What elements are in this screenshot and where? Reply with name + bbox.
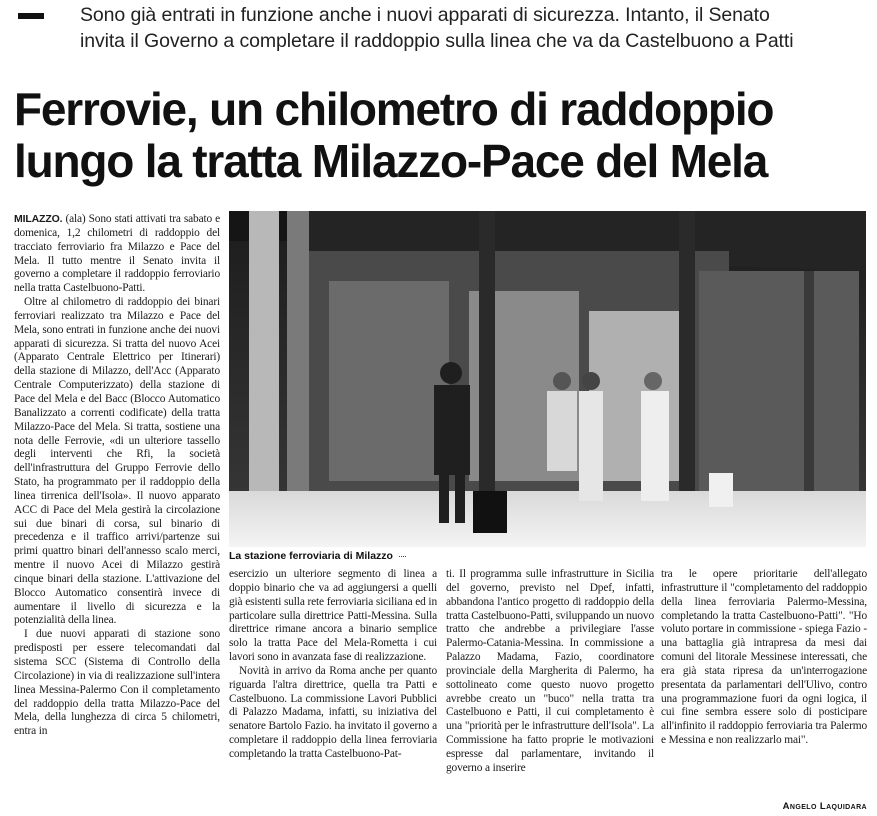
station-photo xyxy=(229,211,866,547)
article-column-4 xyxy=(661,568,867,748)
article-column-1 xyxy=(14,213,220,739)
article-column-3 xyxy=(446,568,654,776)
paragraph: tra le opere prioritarie dell'allegato infrastrutture il "completamento del raddoppio della linea ferroviaria Palermo-Messina, completando la tratta Castelbuono-Patti". "Ho voluto portare in commissione - spiega Fazio - una battaglia già intrapresa da mesi dai comuni del litorale Messinese interessati, che era già stata ripresa da un'interrogazione presentata da parlamentari dell'Ulivo, contro una programmazione fuori da ogni logica, il cui fine sembra essere solo di posticipare all'infinito il raddoppio ferroviaria tra Palermo e Messina e non realizzarlo mai". xyxy=(661,568,867,747)
headline-line-2: lungo la tratta Milazzo-Pace del Mela xyxy=(14,135,768,187)
paragraph: Oltre al chilometro di raddoppio dei binari ferroviari realizzato tra Milazzo e Pace del Mela, sono entrati in funzione anche dei nuovi apparati di sicurezza. Si tratta del nuovo Acei (Apparato Centrale Elettrico per Itinerari) della stazione di Milazzo, dell'Acc (Apparato Centrale Computerizzato) della stazione di Pace del Mela e del Bacc (Blocco Automatico Banalizzato a correnti codificate) della tratta Milazzo-Pace del Mela. Si tratta, sostiene una nota delle Ferrovie, «di un ulteriore tassello degli interventi che Rfi, la società dell'infrastruttura del Gruppo Ferrovie dello Stato, ha programmato per il raddoppio della linea tirrenica dell'Isola». Il nuovo apparato ACC di Pace del Mela gestirà la circolazione sui due binari di corsa, sul binario di precedenza e il traffico arrivi/partenze sui primi quattro binari dell'annesso scalo merci, mentre il nuovo Acei di Milazzo gestirà cinque binari della stazione. L'attivazione del Blocco Automatico consentirà invece di aumentare il livello di sicurezza e la potenzialità della linea. xyxy=(14,296,220,627)
station-photo-image xyxy=(229,211,866,547)
kicker-line-2: invita il Governo a completare il raddoppio sulla linea che va da Castelbuono a Patti xyxy=(80,30,794,52)
paragraph: esercizio un ulteriore segmento di linea a doppio binario che va ad aggiungersi a quelli già esistenti sulla rete ferroviaria siciliana ed in particolare sulla direttrice Patti-Messina. Sulla direttrice rimane ancora a binario semplice solo la tratta Pace del Mela-Rometta i cui lavori sono in avanzata fase di realizzazione. xyxy=(229,568,437,664)
paragraph: I due nuovi apparati di stazione sono predisposti per essere telecomandati dal sistema SCC (Sistema di Controllo della Circolazione) in via di realizzazione sull'intera linea Messina-Palermo Con il completamento del raddoppio della tratta Milazzo-Pace del Mela, della lunghezza di circa 5 chilometri, entra in xyxy=(14,628,220,738)
article-column-2 xyxy=(229,568,437,762)
dateline: MILAZZO. xyxy=(14,213,63,225)
paragraph: ti. Il programma sulle infrastrutture in Sicilia del governo, previsto nel Dpef, infatti, abbandona l'antico progetto di raddoppio della tratta Castelbuono-Patti, sviluppando un nuovo tratto che andrebbe a privilegiare l'asse Palermo-Catania-Messina. In commissione a Palazzo Madama, Fazio, coordinatore provinciale della Margherita di Palermo, ha sottolineato come questo nuovo progetto avrebbe creato un "buco" nella tratta tra Castelbuono e Patti, il cui completamento è una "priorità per le infrastrutture dell'Isola". La Commissione ha fatto proprie le motivazioni espresse dal parlamentare, invitando il governo a inserire xyxy=(446,568,654,774)
kicker-line-1: Sono già entrati in funzione anche i nuovi apparati di sicurezza. Intanto, il Senato xyxy=(80,4,770,26)
paragraph xyxy=(14,213,220,296)
byline: Angelo Laquidara xyxy=(782,801,867,812)
paragraph: Novità in arrivo da Roma anche per quanto riguarda l'altra direttrice, quella tra Patti e Castelbuono. La commissione Lavori Pubblici di Palazzo Madama, infatti, su iniziativa del senatore Bartolo Fazio. ha invitato il governo a completare il raddoppio della linea ferroviaria completando la tratta Castelbuono-Pat- xyxy=(229,664,437,760)
caption-rule xyxy=(399,556,406,557)
photo-caption-text: La stazione ferroviaria di Milazzo xyxy=(229,550,393,562)
photo-caption xyxy=(229,550,866,562)
paragraph-text: (ala) Sono stati attivati tra sabato e domenica, 1,2 chilometri di raddoppio del tracciato ferroviario fra Milazzo e Pace del Mela. Il tutto mentre il Senato invita il governo a completare il raddoppio ferroviario nella tratta Castelbuono-Patti. xyxy=(14,213,221,295)
headline-line-1: Ferrovie, un chilometro di raddoppio xyxy=(14,83,774,135)
kicker-bar xyxy=(18,13,44,19)
